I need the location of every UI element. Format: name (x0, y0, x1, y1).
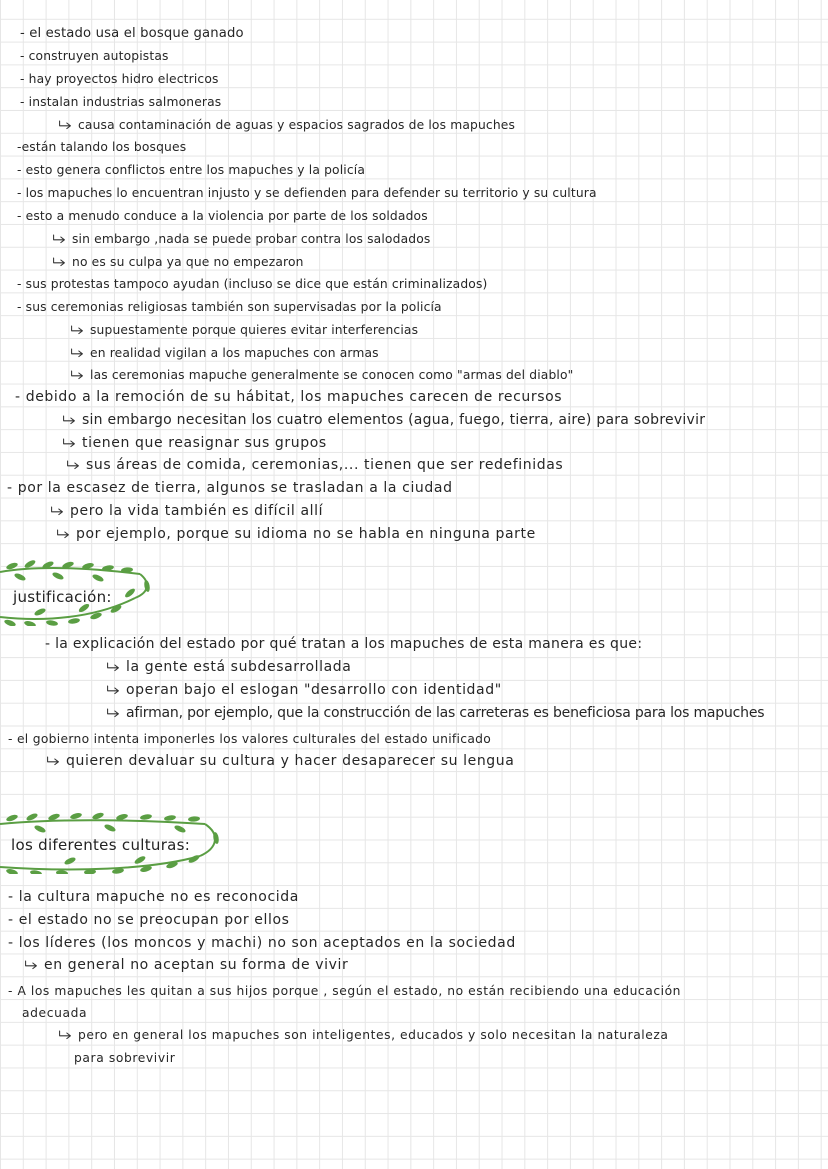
note-line: - por la escasez de tierra, algunos se trasladan a la ciudad (7, 480, 453, 496)
arrow-icon (62, 438, 78, 448)
note-line: en realidad vigilan a los mapuches con armas (70, 345, 379, 361)
note-line: - el estado no se preocupan por ellos (8, 912, 290, 928)
arrow-icon (106, 662, 122, 672)
arrow-icon (46, 756, 62, 766)
note-line: - el gobierno intenta imponerles los valores culturales del estado unificado (8, 732, 492, 746)
note-line: las ceremonias mapuche generalmente se conocen como "armas del diablo" (70, 367, 573, 383)
arrow-icon (66, 460, 82, 470)
note-line: sin embargo ,nada se puede probar contra los salodados (52, 231, 430, 247)
note-line: no es su culpa ya que no empezaron (52, 254, 304, 270)
arrow-icon (106, 685, 122, 695)
arrow-icon (56, 529, 72, 539)
note-line: afirman, por ejemplo, que la construcción de las carreteras es beneficiosa para los mapuches (106, 705, 764, 721)
note-line: la gente está subdesarrollada (106, 659, 351, 675)
arrow-icon (70, 348, 86, 358)
note-line: pero en general los mapuches son inteligentes, educados y solo necesitan la naturaleza (58, 1027, 668, 1043)
note-line: -están talando los bosques (17, 140, 187, 154)
note-line: - hay proyectos hidro electricos (20, 72, 219, 86)
arrow-icon (58, 1030, 74, 1040)
arrow-icon (52, 234, 68, 244)
note-line: para sobrevivir (74, 1051, 176, 1065)
note-line: causa contaminación de aguas y espacios sagrados de los mapuches (58, 117, 515, 133)
section-heading-culturas: los diferentes culturas: (11, 836, 191, 854)
arrow-icon (24, 960, 40, 970)
note-line: - la explicación del estado por qué tratan a los mapuches de esta manera es que: (45, 636, 643, 652)
section-heading-justificacion: justificación: (13, 588, 112, 606)
note-line: - debido a la remoción de su hábitat, los mapuches carecen de recursos (15, 389, 563, 405)
arrow-icon (58, 120, 74, 130)
note-line: quieren devaluar su cultura y hacer desaparecer su lengua (46, 753, 514, 769)
arrow-icon (52, 257, 68, 267)
note-line: - A los mapuches les quitan a sus hijos porque , según el estado, no están recibiendo una educación (8, 984, 682, 998)
note-line: - el estado usa el bosque ganado (20, 26, 244, 41)
note-line: pero la vida también es difícil allí (50, 503, 323, 519)
arrow-icon (50, 506, 66, 516)
note-line: - esto genera conflictos entre los mapuches y la policía (17, 163, 366, 177)
note-line: por ejemplo, porque su idioma no se habla en ninguna parte (56, 526, 536, 542)
arrow-icon (106, 708, 122, 718)
note-line: en general no aceptan su forma de vivir (24, 957, 348, 973)
note-line: - los líderes (los moncos y machi) no son aceptados en la sociedad (8, 935, 516, 951)
note-line: adecuada (22, 1006, 88, 1020)
note-line: - sus protestas tampoco ayudan (incluso se dice que están criminalizados) (17, 277, 488, 291)
note-line: - los mapuches lo encuentran injusto y se defienden para defender su territorio y su cultura (17, 186, 597, 200)
arrow-icon (70, 370, 86, 380)
note-line: operan bajo el eslogan "desarrollo con identidad" (106, 682, 502, 698)
note-line: - instalan industrias salmoneras (20, 95, 222, 109)
arrow-icon (62, 415, 78, 425)
note-line: supuestamente porque quieres evitar interferencias (70, 322, 418, 338)
note-line: sus áreas de comida, ceremonias,... tienen que ser redefinidas (66, 457, 563, 473)
note-line: - sus ceremonias religiosas también son supervisadas por la policía (17, 300, 442, 314)
note-line: - la cultura mapuche no es reconocida (8, 889, 299, 905)
note-line: - esto a menudo conduce a la violencia por parte de los soldados (17, 209, 428, 223)
note-line: - construyen autopistas (20, 49, 169, 63)
note-line: sin embargo necesitan los cuatro elementos (agua, fuego, tierra, aire) para sobrevivir (62, 412, 705, 428)
arrow-icon (70, 325, 86, 335)
note-line: tienen que reasignar sus grupos (62, 435, 327, 451)
